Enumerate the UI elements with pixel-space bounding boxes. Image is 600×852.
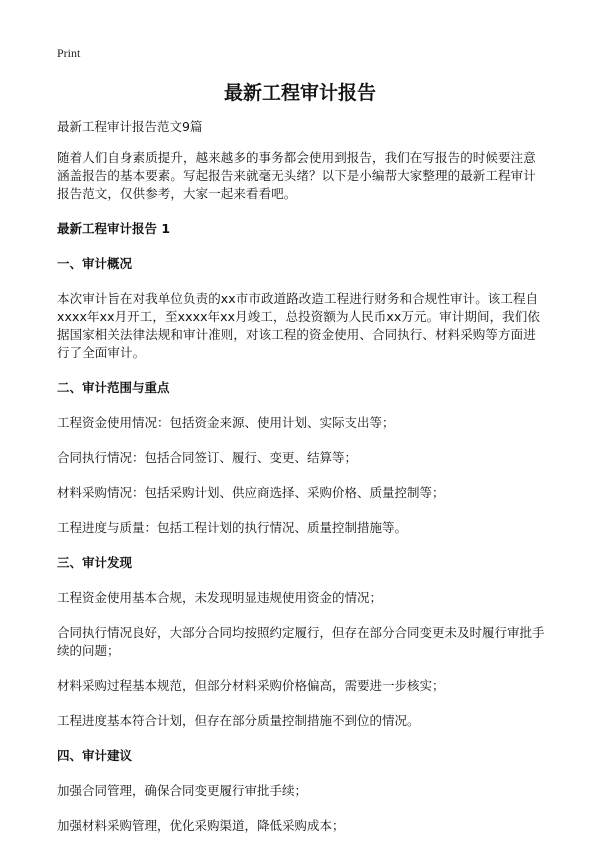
report-heading: 最新工程审计报告 1 [57, 221, 171, 236]
section-paragraph: 工程资金使用情况：包括资金来源、使用计划、实际支出等； [57, 415, 395, 430]
section-paragraph: 加强材料采购管理，优化采购渠道，降低采购成本； [57, 818, 345, 833]
section-paragraph: 材料采购过程基本规范，但部分材料采购价格偏高，需要进一步核实； [57, 678, 445, 693]
page-title: 最新工程审计报告 [223, 82, 376, 104]
section-paragraph: 工程进度与质量：包括工程计划的执行情况、质量控制措施等。 [57, 520, 408, 535]
section-heading-overview: 一、审计概况 [57, 256, 133, 271]
document-subtitle: 最新工程审计报告范文9篇 [57, 119, 203, 134]
document-body [57, 118, 547, 852]
print-link[interactable]: Print [57, 46, 81, 60]
section-paragraph: 材料采购情况：包括采购计划、供应商选择、采购价格、质量控制等； [57, 485, 445, 500]
section-paragraph: 工程进度基本符合计划，但存在部分质量控制措施不到位的情况。 [57, 713, 420, 728]
section-paragraph: 本次审计旨在对我单位负责的xx市市政道路改造工程进行财务和合规性审计。该工程自xxxx年xx月开工，至xxxx年xx月竣工，总投资额为人民币xx万元。审计期间，我们依据国家相关法律法规和审计准则，对该工程的资金使用、合同执行、材料采购等方面进行了全面审计。 [57, 291, 540, 360]
section-heading-recommendations: 四、审计建议 [57, 748, 133, 763]
section-paragraph: 合同执行情况：包括合同签订、履行、变更、结算等； [57, 450, 358, 465]
section-heading-findings: 三、审计发现 [57, 555, 133, 570]
intro-paragraph: 随着人们自身素质提升，越来越多的事务都会使用到报告，我们在写报告的时候要注意涵盖报告的基本要素。写起报告来就毫无头绪？以下是小编帮大家整理的最新工程审计报告范文，仅供参考，大家一起来看看吧。 [57, 150, 536, 201]
section-paragraph: 加强合同管理，确保合同变更履行审批手续； [57, 783, 308, 798]
section-heading-scope: 二、审计范围与重点 [57, 380, 170, 395]
section-paragraph: 合同执行情况良好，大部分合同均按照约定履行，但存在部分合同变更未及时履行审批手续的问题； [57, 625, 545, 658]
section-paragraph: 工程资金使用基本合规，未发现明显违规使用资金的情况； [57, 590, 383, 605]
